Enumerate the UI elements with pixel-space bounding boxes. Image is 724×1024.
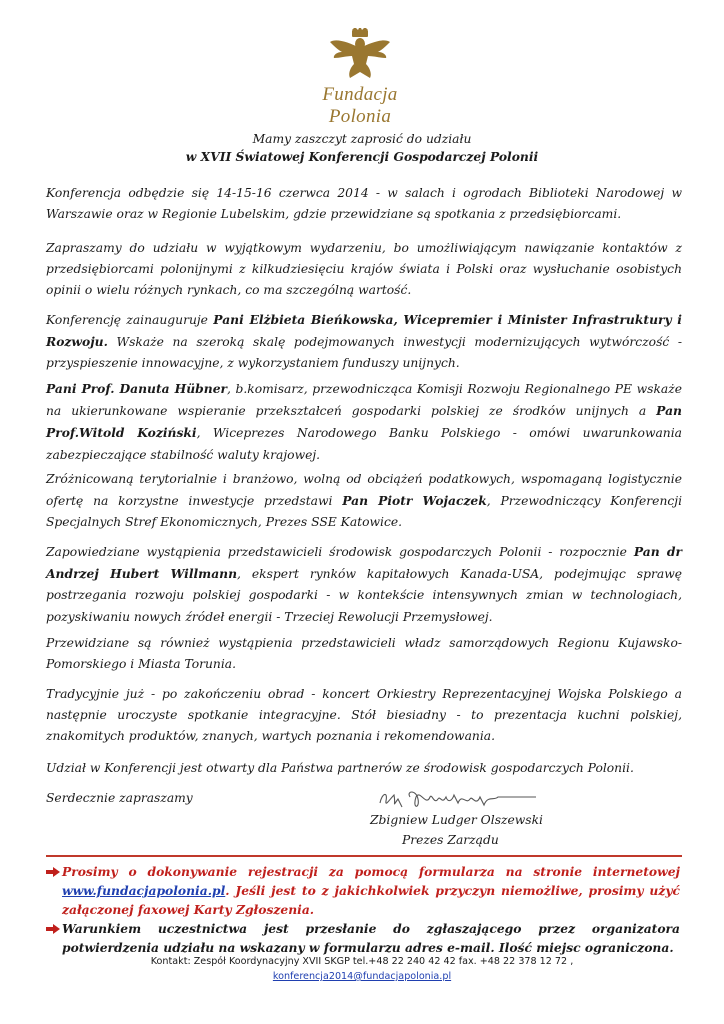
p6-text-a: Zapowiedziane wystąpienia przedstawicieli środowisk gospodarczych Polonii - rozpocznie [46, 545, 634, 559]
p5-text-c: , Przewodniczący Konferencji Specjalnych Stref Ekonomicznych, Prezes SSE Katowice. [46, 494, 682, 530]
registration-note [62, 862, 680, 919]
paragraph-polonia [46, 541, 682, 628]
closing-greeting: Serdecznie zapraszamy [46, 791, 193, 805]
arrow-bullet-icon [46, 924, 60, 934]
arrow-bullet-icon [46, 867, 60, 877]
p4-text-d: , Wiceprezes Narodowego Banku Polskiego - omówi uwarunkowania zabezpieczające stabilność waluty krajowej. [46, 426, 682, 462]
invitation-line-2: w XVII Światowej Konferencji Gospodarczej Polonii [185, 149, 539, 164]
signatory [370, 810, 543, 850]
p6-text-c: , ekspert rynków kapitałowych Kanada-USA, podejmując sprawę postrzegania rozwoju polskiej gospodarki - w kontekście intensywnych zmian w technologiach, pozyskiwaniu nowych źródeł energii - Trzeciej Rewolucji Przemysłowej. [46, 567, 682, 624]
p3-text-c: Wskaże na szeroką skalę podejmowanych inwestycji modernizujących wytwórczość - przyspieszenie innowacyjne, z wykorzystaniem funduszy unijnych. [46, 335, 682, 371]
p3-speaker: Pani Elżbieta Bieńkowska, Wicepremier i Minister Infrastruktury i Rozwoju. [46, 312, 682, 350]
p4-speaker-1: Pani Prof. Danuta Hübner [46, 381, 228, 396]
p6-speaker: Pan dr Andrzej Hubert Willmann [46, 544, 682, 582]
divider [46, 855, 682, 857]
signatory-name: Zbigniew Ludger Olszewski [370, 813, 543, 827]
note-1-text-a: Prosimy o dokonywanie rejestracji za pomocą formularza na stronie internetowej [62, 864, 680, 879]
crowned-eagle-emblem-icon [328, 28, 392, 82]
logo [290, 28, 430, 127]
p5-speaker: Pan Piotr Wojaczek [342, 493, 487, 509]
paragraph-concert: Tradycyjnie już - po zakończeniu obrad - koncert Orkiestry Reprezentacyjnej Wojska Polskiego a następnie uroczyste spotkanie integracyjne. Stół biesiadny - to prezentacja kuchni polskiej, znakomitych produktów, znanych, wartych poznania i rekomendowania. [46, 687, 682, 744]
p4-text-b: , b.komisarz, przewodnicząca Komisji Rozwoju Regionalnego PE wskaże na ukierunkowane wspieranie przekształceń gospodarki polskiej ze środków unijnych a [46, 382, 683, 419]
paragraph-open: Udział w Konferencji jest otwarty dla Państwa partnerów ze środowisk gospodarczych Polonii. [46, 761, 634, 775]
paragraph-regional: Przewidziane są również wystąpienia przedstawicieli władz samorządowych Regionu Kujawsko-Pomorskiego i Miasta Torunia. [46, 636, 682, 672]
paragraph-opening [46, 309, 682, 375]
signatory-role: Prezes Zarządu [402, 833, 499, 847]
invitation-heading [0, 130, 724, 166]
paragraph-speakers [46, 378, 682, 466]
p3-text-a: Konferencję zainauguruje [46, 313, 214, 327]
paragraph-invitation: Zapraszamy do udziału w wyjątkowym wydarzeniu, bo umożliwiającym nawiązanie kontaktów z przedsiębiorcami polonijnymi z kilkudziesięciu krajów świata i Polski oraz wysłuchanie osobistych opinii o wielu różnych rynkach, co ma szczególną wartość. [46, 241, 682, 298]
p4-speaker-2: Pan Prof.Witold Koziński [46, 403, 682, 441]
logo-text: Fundacja Polonia [322, 84, 398, 127]
footer-email-link[interactable]: konferencja2014@fundacjapolonia.pl [272, 971, 452, 982]
website-link[interactable]: www.fundacjapolonia.pl [62, 883, 226, 898]
footer-contact-line: Kontakt: Zespół Koordynacyjny XVII SKGP tel.+48 22 240 42 42 fax. +48 22 378 12 72 , [150, 956, 574, 967]
participation-note: Warunkiem uczestnictwa jest przesłanie do zgłaszającego przez organizatora potwierdzenia udziału na wskazany w formularzu adres e-mail. Ilość miejsc ograniczona. [62, 921, 680, 955]
p5-text-a: Zróżnicowaną terytorialnie i branżowo, wolną od obciążeń podatkowych, wspomaganą logistycznie ofertę na korzystne inwestycje przedstawi [46, 472, 682, 509]
paragraph-sse [46, 469, 682, 534]
paragraph-dates: Konferencja odbędzie się 14-15-16 czerwca 2014 - w salach i ogrodach Biblioteki Narodowej w Warszawie oraz w Regionie Lubelskim, gdzie przewidziane są spotkania z przedsiębiorcami. [46, 186, 682, 222]
note-1-text-b: . Jeśli jest to z jakichkolwiek przyczyn niemożliwe, prosimy użyć załączonej faxowej Karty Zgłoszenia. [62, 883, 680, 917]
footer-contact [0, 954, 724, 984]
invitation-line-1: Mamy zaszczyt zaprosić do udziału [252, 132, 472, 146]
